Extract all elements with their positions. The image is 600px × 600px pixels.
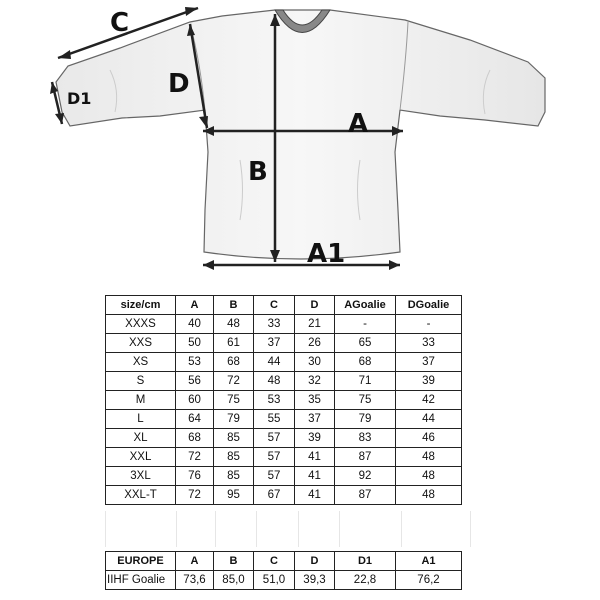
cell-c: 44 xyxy=(254,353,295,372)
cell-d: 26 xyxy=(295,334,335,353)
cell-b: 85 xyxy=(214,467,254,486)
cell-a-goalie: 68 xyxy=(335,353,396,372)
cell-d: 35 xyxy=(295,391,335,410)
cell-d-goalie: 44 xyxy=(396,410,462,429)
cell-d: 39 xyxy=(295,429,335,448)
cell-size: XS xyxy=(106,353,176,372)
label-a1: A1 xyxy=(307,239,346,269)
cell-b: 75 xyxy=(214,391,254,410)
cell-size: XL xyxy=(106,429,176,448)
cell-size: XXXS xyxy=(106,315,176,334)
label-c: C xyxy=(110,8,130,38)
cell-d: 41 xyxy=(295,448,335,467)
cell-b: 85 xyxy=(214,429,254,448)
jersey-diagram xyxy=(0,0,600,290)
cell-c: 33 xyxy=(254,315,295,334)
label-d: D xyxy=(168,69,190,99)
cell-a: 50 xyxy=(176,334,214,353)
cell-c: 57 xyxy=(254,429,295,448)
cell-a-goalie: 92 xyxy=(335,467,396,486)
cell-a: 73,6 xyxy=(176,571,214,590)
cell-d: 21 xyxy=(295,315,335,334)
cell-c: 57 xyxy=(254,448,295,467)
cell-size: L xyxy=(106,410,176,429)
header-d1: D1 xyxy=(335,552,396,571)
cell-a-goalie: - xyxy=(335,315,396,334)
cell-a: 56 xyxy=(176,372,214,391)
header-a: A xyxy=(176,296,214,315)
header-a: A xyxy=(176,552,214,571)
cell-a: 76 xyxy=(176,467,214,486)
size-table xyxy=(105,295,462,505)
cell-a-goalie: 87 xyxy=(335,448,396,467)
size-table-header xyxy=(106,296,462,315)
cell-b: 85,0 xyxy=(214,571,254,590)
cell-size: M xyxy=(106,391,176,410)
header-b: B xyxy=(214,296,254,315)
cell-a-goalie: 75 xyxy=(335,391,396,410)
cell-d-goalie: 48 xyxy=(396,486,462,505)
cell-a: 72 xyxy=(176,448,214,467)
cell-a: 64 xyxy=(176,410,214,429)
cell-d-goalie: 48 xyxy=(396,448,462,467)
header-size: size/cm xyxy=(106,296,176,315)
cell-a-goalie: 71 xyxy=(335,372,396,391)
header-europe: EUROPE xyxy=(106,552,176,571)
cell-c: 37 xyxy=(254,334,295,353)
cell-a: 53 xyxy=(176,353,214,372)
cell-a-goalie: 65 xyxy=(335,334,396,353)
cell-a: 72 xyxy=(176,486,214,505)
cell-a-goalie: 87 xyxy=(335,486,396,505)
table-row xyxy=(106,486,462,505)
cell-d: 37 xyxy=(295,410,335,429)
table-row xyxy=(106,334,462,353)
europe-table xyxy=(105,551,462,590)
header-c: C xyxy=(254,296,295,315)
cell-b: 61 xyxy=(214,334,254,353)
cell-d1: 22,8 xyxy=(335,571,396,590)
cell-d: 32 xyxy=(295,372,335,391)
header-b: B xyxy=(214,552,254,571)
label-a: A xyxy=(348,109,369,139)
cell-c: 48 xyxy=(254,372,295,391)
cell-d-goalie: 42 xyxy=(396,391,462,410)
label-d1: D1 xyxy=(67,89,92,108)
table-row xyxy=(106,410,462,429)
cell-c: 51,0 xyxy=(254,571,295,590)
jersey-outline xyxy=(56,10,545,259)
table-row xyxy=(106,391,462,410)
cell-d: 39,3 xyxy=(295,571,335,590)
cell-d-goalie: 37 xyxy=(396,353,462,372)
table-row xyxy=(106,353,462,372)
cell-size: S xyxy=(106,372,176,391)
cell-b: 72 xyxy=(214,372,254,391)
header-d: D xyxy=(295,296,335,315)
cell-b: 79 xyxy=(214,410,254,429)
cell-b: 95 xyxy=(214,486,254,505)
cell-d-goalie: 48 xyxy=(396,467,462,486)
cell-a: 60 xyxy=(176,391,214,410)
header-d-goalie: DGoalie xyxy=(396,296,462,315)
cell-d: 30 xyxy=(295,353,335,372)
cell-d-goalie: 46 xyxy=(396,429,462,448)
cell-a: 68 xyxy=(176,429,214,448)
header-d: D xyxy=(295,552,335,571)
cell-c: 53 xyxy=(254,391,295,410)
cell-size: XXS xyxy=(106,334,176,353)
table-row xyxy=(106,372,462,391)
cell-c: 67 xyxy=(254,486,295,505)
cell-b: 48 xyxy=(214,315,254,334)
table-row xyxy=(106,448,462,467)
cell-b: 85 xyxy=(214,448,254,467)
cell-a: 40 xyxy=(176,315,214,334)
header-a1: A1 xyxy=(396,552,462,571)
cell-a-goalie: 79 xyxy=(335,410,396,429)
cell-d-goalie: - xyxy=(396,315,462,334)
table-row xyxy=(106,571,462,590)
label-b: B xyxy=(248,157,268,187)
table-spacer xyxy=(105,511,471,547)
cell-a1: 76,2 xyxy=(396,571,462,590)
header-c: C xyxy=(254,552,295,571)
cell-size: XXL-T xyxy=(106,486,176,505)
table-row xyxy=(106,315,462,334)
header-a-goalie: AGoalie xyxy=(335,296,396,315)
cell-b: 68 xyxy=(214,353,254,372)
cell-size: XXL xyxy=(106,448,176,467)
cell-c: 55 xyxy=(254,410,295,429)
cell-size: 3XL xyxy=(106,467,176,486)
cell-d-goalie: 39 xyxy=(396,372,462,391)
cell-c: 57 xyxy=(254,467,295,486)
cell-d: 41 xyxy=(295,467,335,486)
row-label: IIHF Goalie xyxy=(106,571,176,590)
cell-a-goalie: 83 xyxy=(335,429,396,448)
table-row xyxy=(106,467,462,486)
cell-d-goalie: 33 xyxy=(396,334,462,353)
table-row xyxy=(106,429,462,448)
cell-d: 41 xyxy=(295,486,335,505)
europe-table-header xyxy=(106,552,462,571)
